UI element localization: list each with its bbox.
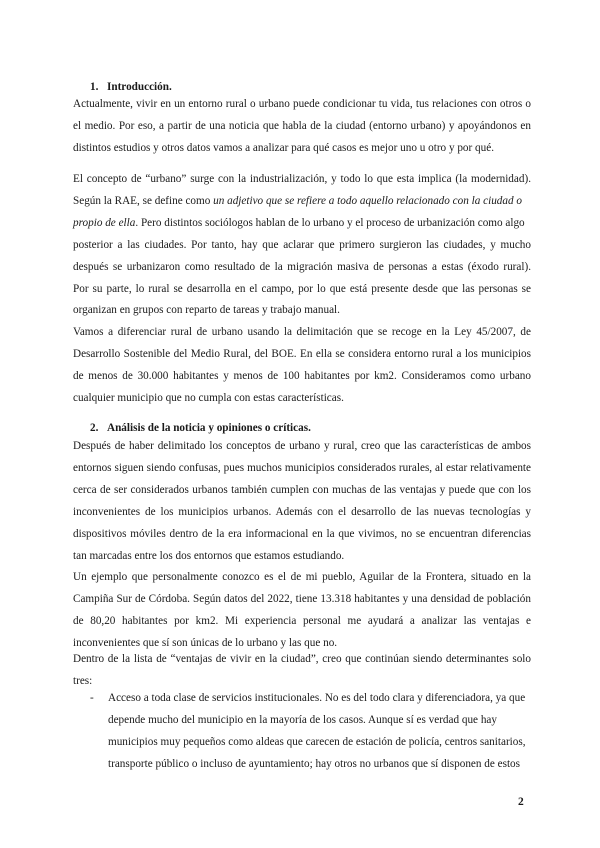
text-line: de 80,20 habitantes por km2. Mi experiencia personal me ayudará a analizar las ventajas e (73, 615, 531, 628)
text-line: inconvenientes que sí son únicas de lo urbano y las que no. (73, 637, 338, 650)
text-line: tan marcadas entre los dos entornos que estamos estudiando. (73, 549, 345, 562)
text-line: Dentro de la lista de “ventajas de vivir en la ciudad”, creo que continúan siendo determinantes solo (73, 653, 531, 665)
text-line: cualquier municipio que no cumpla con estas características. (73, 392, 344, 405)
section-1-paragraph-1 (73, 94, 531, 160)
text-line: dispositivos móviles dentro de la era informacional en la que vivimos, no se encuentran diferencias (73, 527, 531, 540)
section-2-title: Análisis de la noticia y opiniones o críticas. (107, 422, 311, 434)
section-2-heading (90, 422, 311, 434)
text-line: organizan en grupos con reparto de tareas y trabajo manual. (73, 304, 340, 317)
section-2-paragraph-1 (73, 436, 531, 655)
section-2-paragraph-2 (73, 649, 531, 693)
text-line: El concepto de “urbano” surge con la industrialización, y todo lo que esta implica (la modernidad). (73, 173, 531, 185)
section-1-paragraph-2 (73, 169, 531, 410)
text-line: Campiña Sur de Córdoba. Según datos del 2022, tiene 13.318 habitantes y una densidad de población (73, 593, 531, 606)
text-line: municipios muy pequeños como aldeas que carecen de estación de policía, centros sanitarios, (108, 735, 526, 748)
text-line: entornos siguen siendo confusas, pues muchos municipios considerados rurales, al estar relativamente (73, 461, 531, 474)
text-line: posterior a las ciudades. Por tanto, hay que aclarar que primero surgieron las ciudades, y mucho (73, 238, 531, 251)
section-1-title: Introducción. (107, 81, 172, 93)
text-line: Vamos a diferenciar rural de urbano usando la delimitación que se recoge en la Ley 45/2007, de (73, 326, 531, 339)
text-line: distintos estudios y otros datos vamos a analizar para qué casos es mejor uno u otro y por qué. (73, 141, 494, 154)
text-line: Desarrollo Sostenible del Medio Rural, del BOE. En ella se considera entorno rural a los municipios (73, 348, 531, 361)
text-line: Después de haber delimitado los conceptos de urbano y rural, creo que las características de ambos (73, 440, 531, 452)
text-line: de menos de 30.000 habitantes y menos de 100 habitantes por km2. Consideramos como urbano (73, 370, 531, 383)
text-line: Un ejemplo que personalmente conozco es el de mi pueblo, Aguilar de la Frontera, situado en la (73, 571, 531, 584)
text-line: Acceso a toda clase de servicios institucionales. No es del todo clara y diferenciadora, ya que (108, 692, 526, 704)
section-2-number: 2. (90, 422, 99, 434)
list-item (108, 688, 532, 776)
text-line: tres: (73, 674, 93, 687)
text-span: Según la RAE, se define como (73, 194, 214, 207)
text-line: cerca de ser considerados urbanos también cumplen con muchas de las ventajas y puede que con los (73, 483, 531, 496)
rae-definition-italic-end: propio de ella (73, 216, 136, 229)
rae-definition-italic: un adjetivo que se refiere a todo aquello relacionado con la ciudad o (213, 194, 522, 207)
text-line: Por su parte, lo rural se desarrolla en el campo, por lo que está presente desde que las personas se (73, 282, 531, 295)
text-line: Actualmente, vivir en un entorno rural o urbano puede condicionar tu vida, tus relaciones con otros o (73, 98, 531, 110)
text-line: el medio. Por eso, a partir de una noticia que habla de la ciudad (entorno urbano) y apoyándonos en (73, 119, 531, 132)
text-line (73, 213, 531, 235)
text-line: depende mucho del municipio en la mayoría de los casos. Aunque sí es verdad que hay (108, 713, 497, 726)
section-1-number: 1. (90, 81, 99, 93)
text-line (73, 191, 531, 213)
list-bullet: - (90, 692, 94, 704)
section-1-heading (90, 81, 172, 93)
text-line: inconvenientes de los municipios urbanos. Además con el desarrollo de las nuevas tecnologías y (73, 505, 531, 518)
text-line: transporte público o incluso de ayuntamiento; hay otros no urbanos que sí disponen de estos (108, 757, 520, 770)
text-line: después se urbanizaron como resultado de la migración masiva de personas a estas (éxodo rural). (73, 260, 531, 273)
text-span: . Pero distintos sociólogos hablan de lo urbano y el proceso de urbanización como algo (135, 216, 525, 229)
page-number: 2 (518, 796, 524, 808)
